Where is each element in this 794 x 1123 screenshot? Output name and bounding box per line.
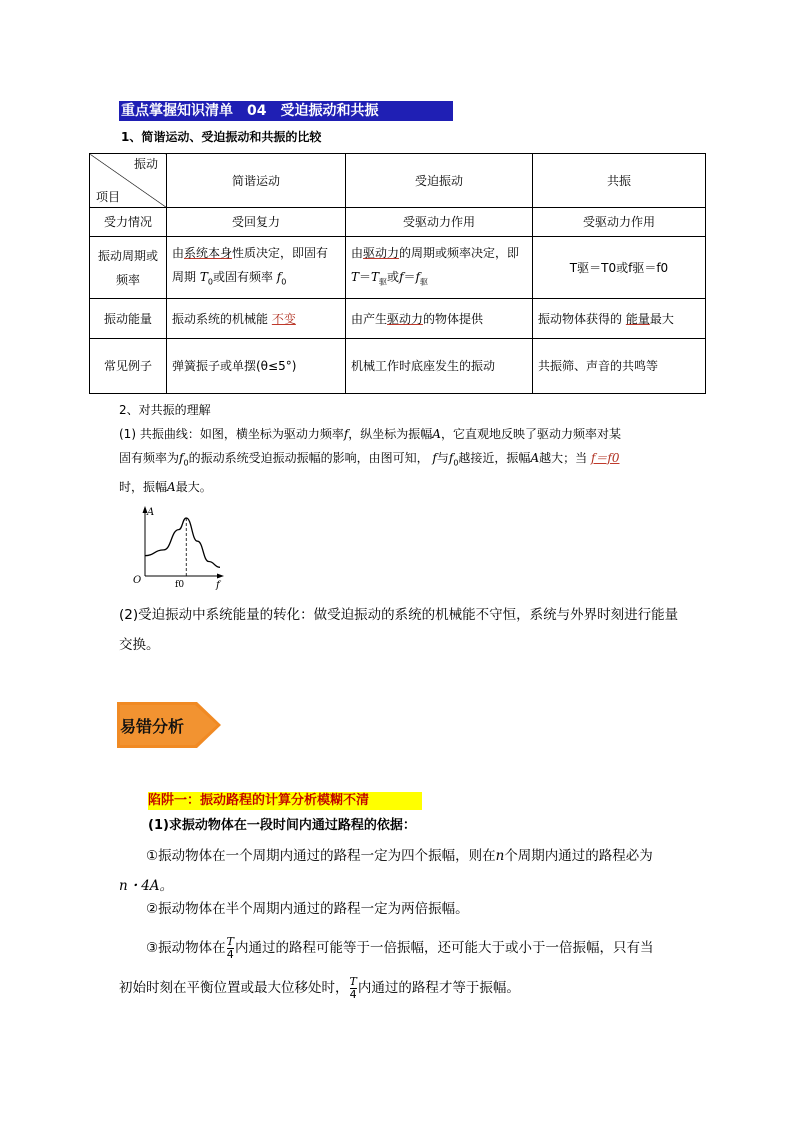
section-title-bar (119, 101, 453, 121)
row-label: 振动周期或频率 (90, 237, 167, 299)
fraction-T-over-4: $\frac{T}{4}$ (349, 974, 357, 1001)
row-label: 受力情况 (90, 208, 167, 237)
table-row (90, 299, 706, 339)
resonance-curve-chart (128, 502, 228, 590)
title-number: 04 (247, 103, 267, 119)
f0-tick-label: f0 (175, 580, 185, 590)
table-cell: 由驱动力的周期或频率决定，即$T=T_驱$或$f=f_驱$ (346, 237, 533, 299)
item1-text: ①振动物体在一个周期内通过的路程一定为四个振幅，则在n个周期内通过的路程必为 n・4A。 (119, 848, 653, 894)
trap-title: 陷阱一：振动路程的计算分析模糊不清 (148, 792, 422, 810)
energy-conversion-text: (2)受迫振动中系统能量的转化：做受迫振动的系统的机械能不守恒，系统与外界时刻进行能量交换。 (119, 607, 679, 653)
table-cell: 受驱动力作用 (533, 208, 706, 237)
title-main: 重点掌握知识清单 (121, 103, 233, 119)
table-cell: T驱＝T0或f驱＝f0 (533, 237, 706, 299)
table-cell: 由产生驱动力的物体提供 (346, 299, 533, 339)
tag-label: 易错分析 (120, 717, 185, 736)
header-shm: 简谐运动 (167, 154, 346, 208)
table-row (90, 237, 706, 299)
row-label: 常见例子 (90, 339, 167, 394)
table-row (90, 339, 706, 394)
y-axis-label: A (147, 507, 155, 518)
section1-heading: 1、简谐运动、受迫振动和共振的比较 (121, 130, 322, 144)
basis-title: (1)求振动物体在一段时间内通过路程的依据： (148, 818, 416, 833)
table-cell: 弹簧振子或单摆(θ≤5°) (167, 339, 346, 394)
section2-heading: 2、对共振的理解 (119, 403, 211, 417)
table-cell: 受回复力 (167, 208, 346, 237)
title-topic: 受迫振动和共振 (280, 103, 379, 119)
fraction-T-over-4: $\frac{T}{4}$ (226, 934, 234, 961)
table-cell: 机械工作时底座发生的振动 (346, 339, 533, 394)
table-row (90, 208, 706, 237)
table-cell: 由系统本身性质决定，即固有周期 $T_0$或固有频率 $f_0$ (167, 237, 346, 299)
table-cell: 受驱动力作用 (346, 208, 533, 237)
row-label: 振动能量 (90, 299, 167, 339)
x-axis-arrow (217, 574, 224, 579)
resonance-curve-line (145, 518, 220, 567)
corner-top-label: 振动 (133, 157, 158, 171)
table-cell: 振动物体获得的 能量最大 (533, 299, 706, 339)
corner-bottom-label: 项目 (96, 190, 121, 204)
comparison-table (89, 153, 706, 394)
table-cell: 振动系统的机械能 不变 (167, 299, 346, 339)
header-forced: 受迫振动 (346, 154, 533, 208)
header-resonance: 共振 (533, 154, 706, 208)
table-corner-cell (90, 154, 167, 208)
resonance-curve-text: (1) 共振曲线：如图，横坐标为驱动力频率f，纵坐标为振幅A，它直观地反映了驱动力频率对某 固有频率为$f_0$的振动系统受迫振动振幅的影响，由图可知， f与$f_0$越接近，振幅A越大；当 f＝f0 时，振幅A最大。 (119, 427, 621, 495)
item3-text: ③振动物体在 $\frac{T}{4}$ 内通过的路程可能等于一倍振幅，还可能大于或小于一倍振幅，只有当 初始时刻在平衡位置或最大位移处时， $\frac{T}{4}$ 内通过的路程才等于振幅。 (119, 934, 654, 1001)
table-cell: 共振筛、声音的共鸣等 (533, 339, 706, 394)
item2-text: ②振动物体在半个周期内通过的路程一定为两倍振幅。 (146, 901, 469, 917)
origin-label: O (133, 575, 142, 586)
x-axis-label: f (216, 580, 220, 590)
